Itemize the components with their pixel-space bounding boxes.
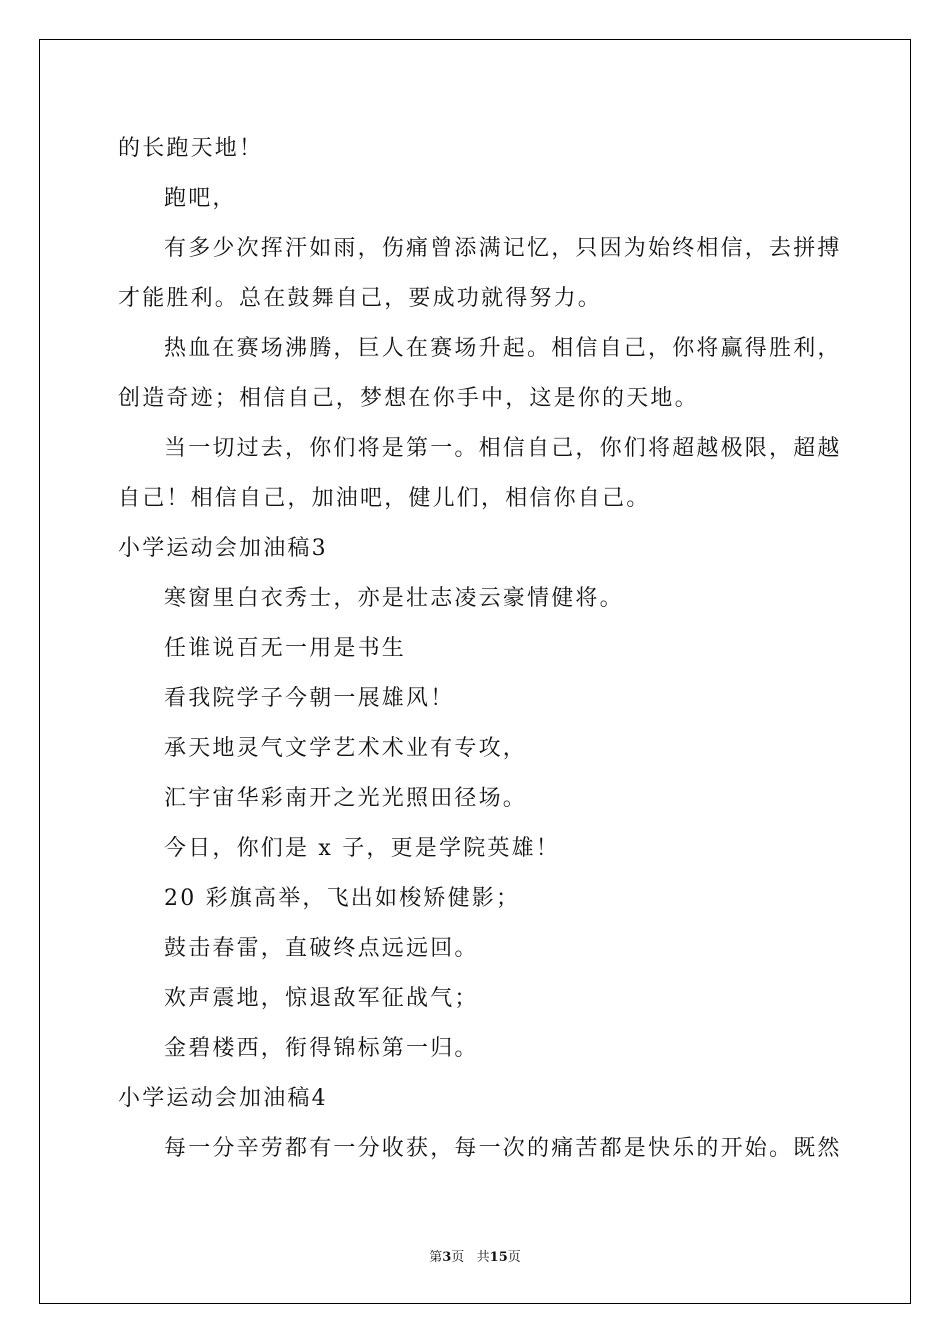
text-line: 看我院学子今朝一展雄风！ <box>164 686 455 711</box>
text-line: 每一分辛劳都有一分收获，每一次的痛苦都是快乐的开始。既然 <box>164 1136 842 1161</box>
text-line: 鼓击春雷，直破终点远远回。 <box>164 936 479 961</box>
text-line: 汇宇宙华彩南开之光光照田径场。 <box>164 786 528 811</box>
text-line: 寒窗里白衣秀士，亦是壮志凌云豪情健将。 <box>164 586 624 611</box>
text-line: 20 彩旗高举，飞出如梭矫健影； <box>164 886 521 911</box>
total-page-number: 15 <box>489 1250 508 1265</box>
document-body <box>118 124 842 1174</box>
text-line: 今日，你们是 x 子，更是学院英雄！ <box>164 836 560 861</box>
text-line: 跑吧， <box>164 186 237 211</box>
current-page-number: 3 <box>442 1250 452 1265</box>
text-line: 任谁说百无一用是书生 <box>164 636 407 661</box>
text-line: 欢声震地，惊退敌军征战气； <box>164 986 479 1011</box>
text-line: 创造奇迹；相信自己，梦想在你手中，这是你的天地。 <box>118 386 699 411</box>
text-line: 自己！相信自己，加油吧，健儿们，相信你自己。 <box>118 486 651 511</box>
text-line: 承天地灵气文学艺术术业有专攻， <box>164 736 528 761</box>
section-heading: 小学运动会加油稿3 <box>118 536 328 561</box>
text-line: 金碧楼西，衔得锦标第一归。 <box>164 1036 479 1061</box>
text-line: 热血在赛场沸腾，巨人在赛场升起。相信自己，你将赢得胜利， <box>164 336 842 361</box>
section-heading: 小学运动会加油稿4 <box>118 1086 328 1111</box>
footer-prefix: 第 <box>429 1250 443 1265</box>
text-line: 有多少次挥汗如雨，伤痛曾添满记忆，只因为始终相信，去拼搏 <box>164 236 842 261</box>
page-footer <box>0 1246 950 1265</box>
footer-suffix: 页 <box>507 1250 521 1265</box>
text-line: 的长跑天地！ <box>118 136 264 161</box>
text-line: 才能胜利。总在鼓舞自己，要成功就得努力。 <box>118 286 603 311</box>
text-line: 当一切过去，你们将是第一。相信自己，你们将超越极限，超越 <box>164 436 842 461</box>
footer-mid: 页 共 <box>451 1250 490 1265</box>
